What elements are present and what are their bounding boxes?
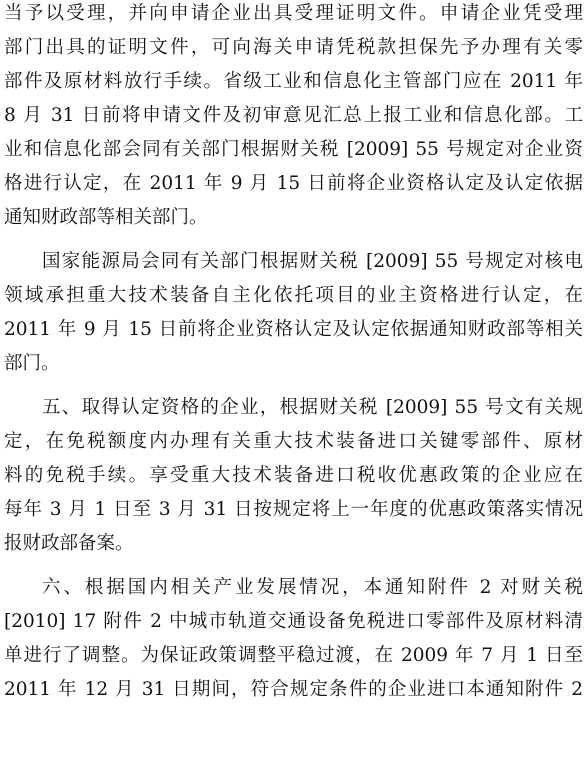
paragraph-first-line: 国家能源局会同有关部门根据财关税 [2009] 55 号规定对核电 [42, 251, 583, 272]
text-line: 业和信息化部会同有关部门根据财关税 [2009] 55 号规定对企业资 [4, 139, 583, 160]
text-line: 部门出具的证明文件，可向海关申请凭税款担保先予办理有关零 [4, 37, 583, 58]
text-line: 料的免税手续。享受重大技术装备进口税收优惠政策的企业应在 [4, 465, 583, 486]
paragraph-end-line: 报财政部备案。 [4, 533, 134, 554]
text-line: 当予以受理，并向申请企业出具受理证明文件。申请企业凭受理 [4, 3, 583, 24]
text-line: 格进行认定，在 2011 年 9 月 15 日前将企业资格认定及认定依据 [4, 173, 583, 194]
paragraph-end-line: 部门。 [4, 353, 60, 374]
text-line: 每年 3 月 1 日至 3 月 31 日按规定将上一年度的优惠政策落实情况 [4, 499, 583, 520]
paragraph-first-line: 六、根据国内相关产业发展情况，本通知附件 2 对财关税 [42, 577, 583, 598]
text-line: 单进行了调整。为保证政策调整平稳过渡，在 2009 年 7 月 1 日至 [4, 645, 583, 666]
text-line: 2011 年 9 月 15 日前将企业资格认定及认定依据通知财政部等相关 [4, 319, 583, 340]
paragraph-first-line: 五、取得认定资格的企业，根据财关税 [2009] 55 号文有关规 [42, 397, 583, 418]
text-line: [2010] 17 附件 2 中城市轨道交通设备免税进口零部件及原材料清 [4, 611, 583, 632]
text-line: 部件及原材料放行手续。省级工业和信息化主管部门应在 2011 年 [4, 71, 583, 92]
text-line: 2011 年 12 月 31 日期间，符合规定条件的企业进口本通知附件 2 [4, 679, 583, 700]
text-line: 8 月 31 日前将申请文件及初审意见汇总上报工业和信息化部。工 [4, 105, 583, 126]
text-line: 领域承担重大技术装备自主化依托项目的业主资格进行认定，在 [4, 285, 583, 306]
paragraph-end-line: 通知财政部等相关部门。 [4, 207, 208, 228]
text-line: 定，在免税额度内办理有关重大技术装备进口关键零部件、原材 [4, 431, 583, 452]
